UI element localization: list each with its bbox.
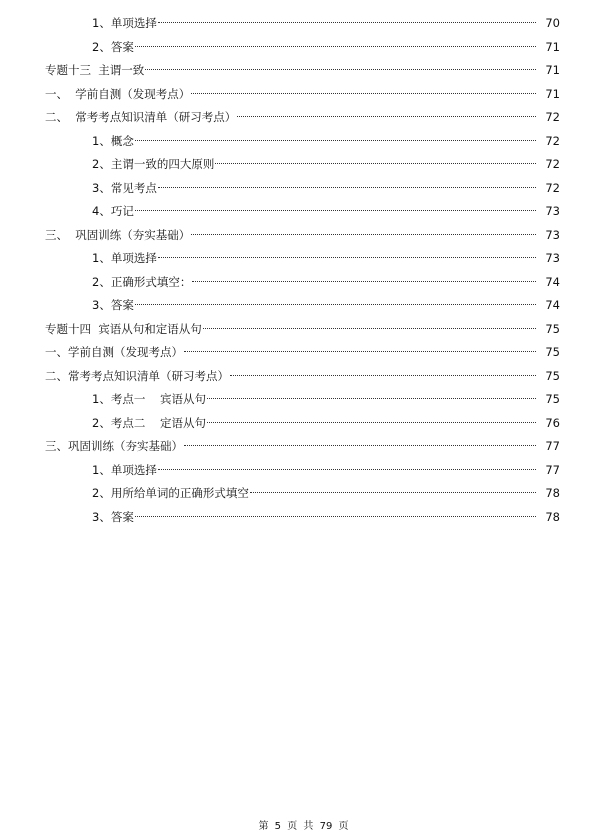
- toc-entry-title: 2、考点二 定语从句: [92, 415, 206, 430]
- toc-dot-leader: [158, 187, 536, 188]
- toc-entry-title: 2、正确形式填空：: [92, 274, 192, 289]
- toc-entry-title: 1、单项选择: [92, 16, 157, 30]
- toc-dot-leader: [191, 234, 536, 235]
- toc-entry-page-number: 73: [545, 251, 560, 265]
- toc-entry[interactable]: [0, 506, 607, 530]
- toc-entry-title: 专题十三 主谓一致: [45, 63, 145, 77]
- toc-dot-leader: [135, 46, 536, 47]
- toc-entry-title: 二、常考考点知识清单（研习考点）: [45, 368, 229, 383]
- toc-entry-title: 4、巧记: [92, 204, 134, 218]
- toc-dot-leader: [158, 22, 536, 23]
- toc-entry-page-number: 77: [545, 462, 560, 477]
- toc-entry-title: 2、答案: [92, 39, 134, 54]
- toc-dot-leader: [135, 140, 536, 141]
- toc-entry-page-number: 75: [545, 345, 560, 359]
- toc-entry-page-number: 78: [545, 509, 560, 524]
- toc-entry-page-number: 72: [545, 157, 560, 171]
- toc-entry-title: 1、概念: [92, 133, 134, 148]
- toc-entry-page-number: 73: [545, 204, 560, 218]
- toc-entry-title: 2、主谓一致的四大原则: [92, 157, 215, 171]
- toc-entry[interactable]: [0, 12, 607, 36]
- toc-entry[interactable]: [0, 412, 607, 436]
- toc-entry-page-number: 78: [545, 486, 560, 500]
- toc-dot-leader: [135, 210, 536, 211]
- toc-dot-leader: [207, 398, 536, 399]
- toc-entry-page-number: 75: [545, 321, 560, 336]
- toc-dot-leader: [158, 469, 536, 470]
- toc-entry-title: 3、答案: [92, 509, 134, 524]
- toc-entry[interactable]: [0, 247, 607, 271]
- toc-entry-page-number: 71: [545, 86, 560, 101]
- toc-entry[interactable]: [0, 294, 607, 318]
- page-footer: 第 5 页 共 79 页: [258, 821, 349, 832]
- toc-dot-leader: [145, 69, 536, 70]
- toc-dot-leader: [135, 304, 536, 305]
- toc-entry-title: 专题十四 宾语从句和定语从句: [45, 321, 202, 336]
- toc-entry-title: 1、单项选择: [92, 462, 157, 477]
- toc-entry-page-number: 76: [545, 415, 560, 430]
- toc-entry[interactable]: [0, 459, 607, 483]
- toc-entry[interactable]: [0, 36, 607, 60]
- toc-entry-page-number: 71: [545, 63, 560, 77]
- toc-dot-leader: [237, 116, 536, 117]
- toc-dot-leader: [203, 328, 536, 329]
- toc-entry[interactable]: [0, 177, 607, 201]
- toc-entry-title: 二、 常考考点知识清单（研习考点）: [45, 110, 237, 124]
- toc-entry[interactable]: [0, 482, 607, 506]
- toc-entry-title: 一、学前自测（发现考点）: [45, 345, 183, 359]
- table-of-contents: [0, 12, 607, 529]
- toc-entry[interactable]: [0, 365, 607, 389]
- toc-entry[interactable]: [0, 153, 607, 177]
- toc-dot-leader: [184, 445, 536, 446]
- toc-dot-leader: [250, 492, 536, 493]
- toc-entry[interactable]: [0, 83, 607, 107]
- toc-entry-title: 三、 巩固训练（夯实基础）: [45, 227, 191, 242]
- toc-entry-page-number: 74: [545, 274, 560, 289]
- toc-entry[interactable]: [0, 130, 607, 154]
- toc-dot-leader: [215, 163, 536, 164]
- toc-entry[interactable]: [0, 200, 607, 224]
- toc-entry[interactable]: [0, 435, 607, 459]
- toc-entry-page-number: 77: [545, 439, 560, 453]
- toc-entry[interactable]: [0, 271, 607, 295]
- toc-entry-title: 3、常见考点: [92, 180, 157, 195]
- toc-entry-title: 1、考点一 宾语从句: [92, 392, 206, 406]
- toc-dot-leader: [158, 257, 536, 258]
- toc-entry-title: 一、 学前自测（发现考点）: [45, 86, 191, 101]
- toc-entry[interactable]: [0, 341, 607, 365]
- toc-entry[interactable]: [0, 224, 607, 248]
- toc-entry-title: 三、巩固训练（夯实基础）: [45, 439, 183, 453]
- toc-dot-leader: [184, 351, 536, 352]
- toc-entry-page-number: 72: [545, 110, 560, 124]
- toc-entry[interactable]: [0, 388, 607, 412]
- toc-entry-page-number: 70: [545, 16, 560, 30]
- toc-entry-page-number: 73: [545, 227, 560, 242]
- toc-entry-title: 2、用所给单词的正确形式填空: [92, 486, 249, 500]
- toc-entry-page-number: 71: [545, 39, 560, 54]
- toc-entry-title: 1、单项选择: [92, 251, 157, 265]
- toc-dot-leader: [207, 422, 536, 423]
- toc-entry-page-number: 75: [545, 368, 560, 383]
- toc-entry-page-number: 75: [545, 392, 560, 406]
- toc-entry[interactable]: [0, 106, 607, 130]
- toc-entry[interactable]: [0, 59, 607, 83]
- toc-entry-page-number: 74: [545, 298, 560, 312]
- toc-entry-page-number: 72: [545, 180, 560, 195]
- toc-entry-page-number: 72: [545, 133, 560, 148]
- toc-entry[interactable]: [0, 318, 607, 342]
- toc-dot-leader: [191, 93, 536, 94]
- toc-dot-leader: [192, 281, 536, 282]
- toc-dot-leader: [230, 375, 536, 376]
- toc-entry-title: 3、答案: [92, 298, 134, 312]
- toc-dot-leader: [135, 516, 536, 517]
